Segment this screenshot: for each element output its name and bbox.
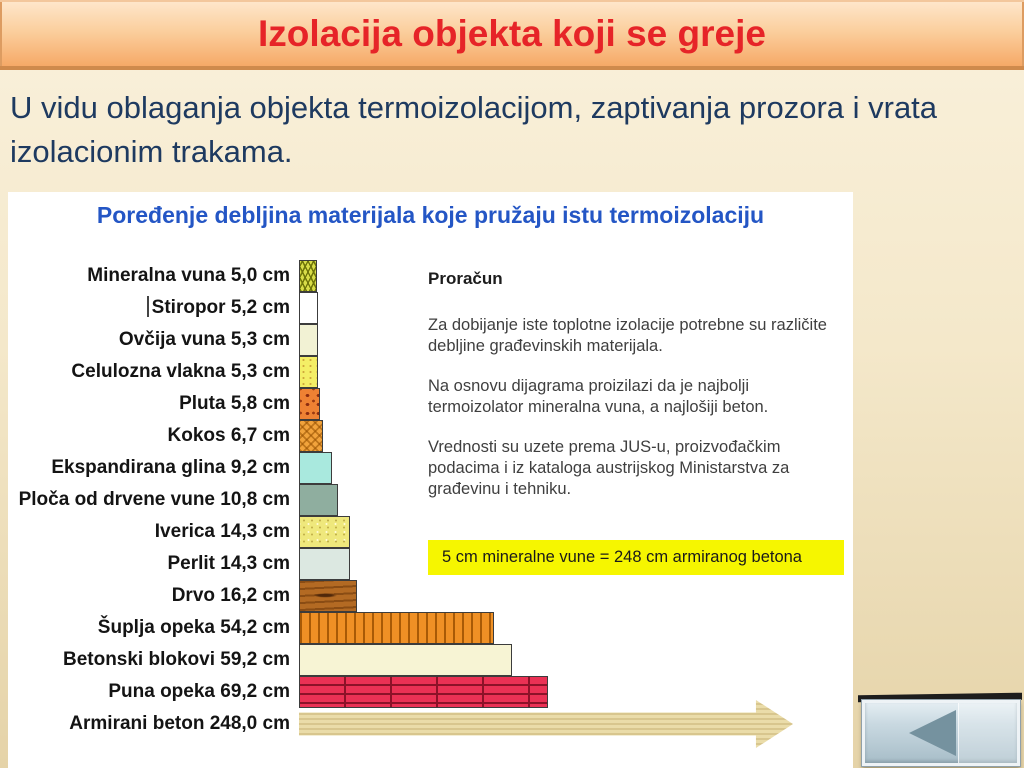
material-bar: [299, 644, 512, 676]
chart-title: Poređenje debljina materijala koje pružaju istu termoizolaciju: [96, 202, 765, 228]
material-bar: [299, 324, 318, 356]
chart-row: [8, 580, 793, 612]
comparison-chart: [8, 192, 853, 768]
slide-body-text: U vidu oblaganja objekta termoizolacijom, zaptivanja prozora i vrata izolacionim trakama.: [10, 90, 938, 170]
chart-row: [8, 644, 793, 676]
chart-row: [8, 612, 793, 644]
material-bar: [299, 292, 318, 324]
material-label: Puna opeka 69,2 cm: [108, 681, 290, 702]
material-label: Šuplja opeka 54,2 cm: [97, 617, 290, 638]
slide-title: Izolacija objekta koji se greje: [258, 13, 766, 54]
material-label: Celulozna vlakna 5,3 cm: [71, 361, 290, 382]
material-label: Betonski blokovi 59,2 cm: [62, 649, 290, 670]
material-bar: [299, 612, 494, 644]
calc-paragraph: Za dobijanje iste toplotne izolacije potrebne su različite debljine građevinskih materijala.: [428, 316, 827, 355]
material-label: Drvo 16,2 cm: [171, 585, 290, 606]
material-bar: [299, 676, 548, 708]
calc-heading: Proračun: [428, 269, 503, 288]
material-bar: [299, 516, 350, 548]
material-label: Mineralna vuna 5,0 cm: [87, 265, 290, 286]
calc-paragraph: Na osnovu dijagrama proizilazi da je najbolji termoizolator mineralna vuna, a najlošiji beton.: [428, 377, 769, 416]
material-label: Iverica 14,3 cm: [154, 521, 290, 542]
slide-title-bar: [0, 0, 1024, 70]
material-label: Ekspandirana glina 9,2 cm: [51, 457, 290, 478]
material-bar: [299, 548, 350, 580]
back-arrow-icon: [909, 710, 956, 756]
back-button[interactable]: [862, 700, 1020, 766]
material-bar: [299, 580, 357, 612]
material-bar: [299, 260, 317, 292]
material-bar: [299, 452, 332, 484]
material-label: Ovčija vuna 5,3 cm: [118, 329, 290, 350]
material-bar: [299, 356, 318, 388]
material-label: Stiropor 5,2 cm: [8, 292, 299, 324]
material-bar: [299, 388, 320, 420]
material-label: Perlit 14,3 cm: [167, 553, 290, 574]
material-bar: [299, 484, 338, 516]
chart-row: [8, 708, 793, 740]
equivalence-note: 5 cm mineralne vune = 248 cm armiranog betona: [428, 540, 844, 575]
calc-panel: [428, 268, 833, 519]
material-label: Pluta 5,8 cm: [179, 393, 290, 414]
material-label: Ploča od drvene vune 10,8 cm: [18, 489, 290, 510]
chart-row: [8, 676, 793, 708]
calc-paragraph: Vrednosti su uzete prema JUS-u, proizvođačkim podacima i iz kataloga austrijskog Ministarstva za građevinu i tehniku.: [428, 438, 790, 498]
material-bar: [299, 420, 323, 452]
material-label: Armirani beton 248,0 cm: [69, 713, 290, 734]
material-label: Kokos 6,7 cm: [167, 425, 290, 446]
